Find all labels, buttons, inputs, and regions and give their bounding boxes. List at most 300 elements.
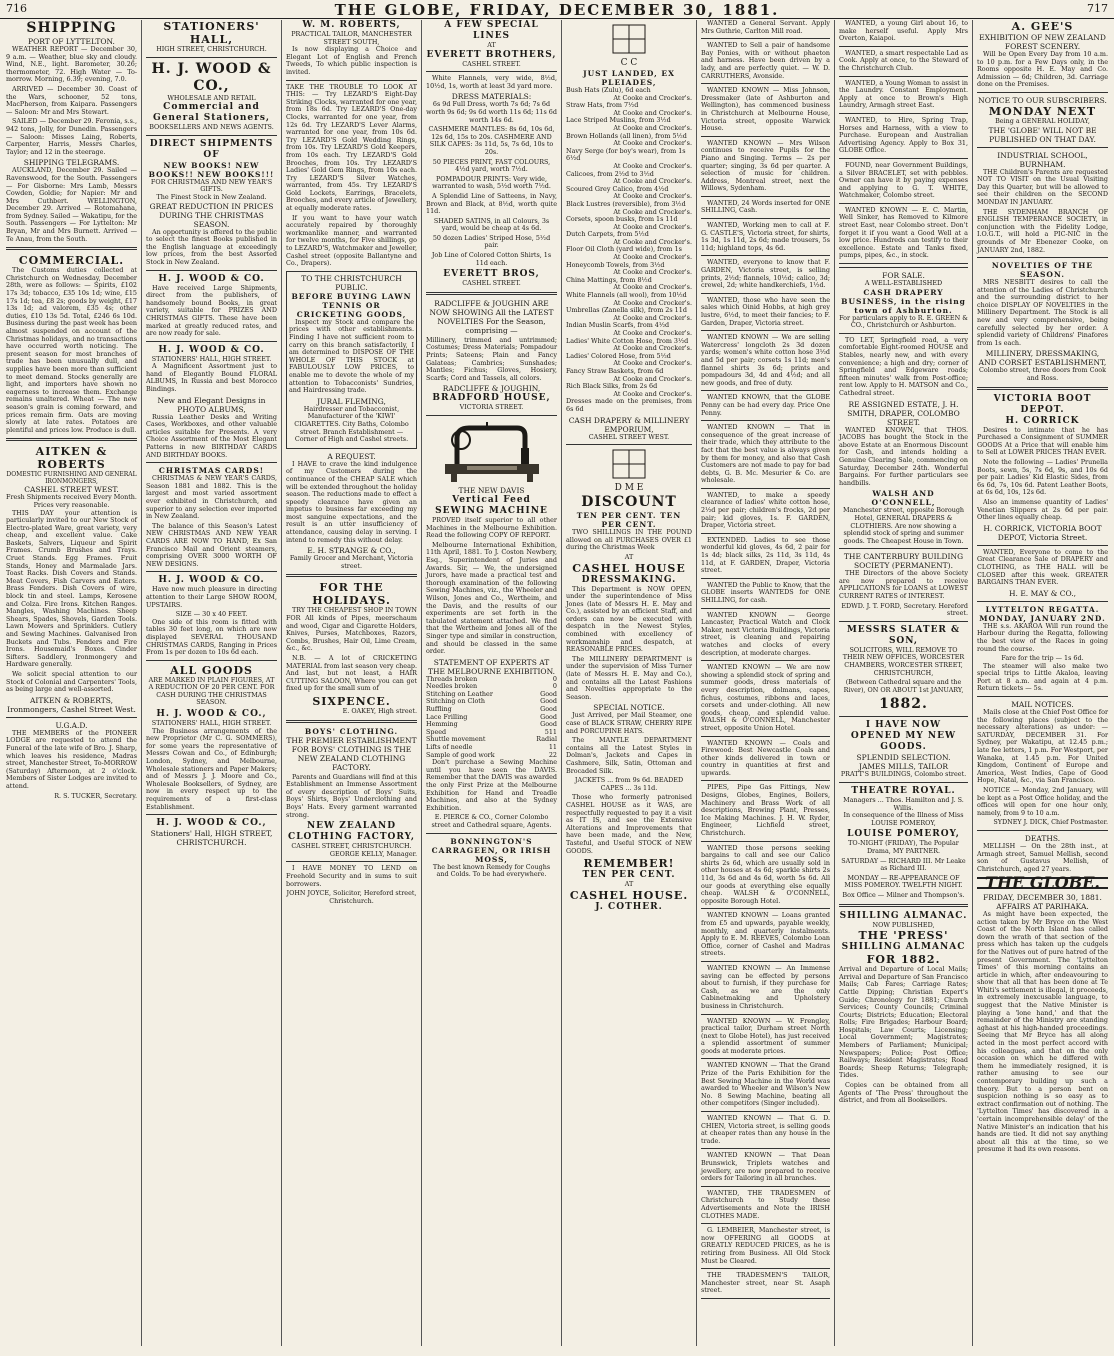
stats-value: 11 bbox=[548, 743, 557, 752]
cc-where: At Cooke and Crocker's. bbox=[613, 177, 692, 186]
stats-key: Needles broken bbox=[426, 682, 478, 691]
walsh-oconnell: WALSH AND O'CONNELL, bbox=[871, 489, 936, 508]
cc-item: Straw Hats, from 7½d bbox=[566, 101, 639, 110]
dress-materials-heading: DRESS MATERIALS: bbox=[451, 92, 532, 102]
cc-where: At Cooke and Crocker's. bbox=[613, 237, 692, 246]
stats-key: Sample of good work bbox=[426, 750, 495, 759]
cc-item: China Mattings, from 8½d bbox=[566, 275, 652, 284]
cc-item: White Flannels (all wool), from 10½d bbox=[566, 291, 687, 300]
jural-fleming: JURAL FLEMING, bbox=[317, 396, 386, 406]
general-holiday: Being a GENERAL HOLIDAY, bbox=[995, 116, 1090, 125]
wanted-ad: PIPES, Pipe Gas Fittings, New Designs, Globes, Engines, Boilers, Machinery and Brass Work of all descriptions, Brewing Plant, Presses, Ice Making Machines. J. H. W. Ryder, Engineer, Lichfield street, Christchurch. bbox=[701, 783, 830, 838]
cc-monogram-logo bbox=[612, 24, 646, 54]
cc-where: At Cooke and Crocker's. bbox=[613, 253, 692, 262]
holidays-body: TRY THE CHEAPEST SHOP IN TOWN FOR All kinds of Pipes, meerschaum and wood, Cigar and Cigarette Holders, Knives, Purses, Matchboxes, Razors, Combs, Brushes, Hair Oil, Lime Cream, &c., &c. bbox=[286, 606, 417, 653]
cc-item: Scoured Grey Calico, from 4½d bbox=[566, 184, 669, 193]
commercial-heading: COMMERCIAL. bbox=[18, 254, 125, 268]
wanted-ad: WANTED KNOWN — That G. D. CHIEN, Victoria street, is selling goods at cheaper rates than any house in the trade. bbox=[701, 1114, 830, 1145]
cc-where: At Cooke and Crocker's. bbox=[613, 161, 692, 170]
for-sale-apply: For particulars apply to R. E. GREEN & CO., Christchurch or Ashburton. bbox=[839, 313, 968, 330]
wanted-ad: WANTED KNOWN — That Dean Brunswick, Triplets watches and jewellery, are now prepared to receive orders for Tailoring in all branches. bbox=[701, 1151, 830, 1183]
column-2 bbox=[142, 20, 282, 1346]
radcliffe-novelties: Millinery, trimmed and untrimmed; Costumes; Dress Materials; Pompadour Prints; Sateens; Plain and Fancy Galateas; Cambrics; Sunshades; Mantles; Fichus; Gloves, Hosiery, Scarfs; Cord and Tassels, all colors. bbox=[426, 335, 557, 382]
cc-item: Brown Hollands (all linen), from 5½d bbox=[566, 131, 687, 140]
remember: REMEMBER! bbox=[583, 857, 675, 871]
stats-value: 0 bbox=[552, 674, 557, 683]
fare: Fare for the trip — 1s 6d. bbox=[1001, 654, 1084, 663]
cc-item: Indian Muslin Scarfs, from 4½d bbox=[566, 321, 670, 330]
aitken-roberts-heading: AITKEN & ROBERTS bbox=[35, 445, 108, 472]
press-title: THE 'PRESS' bbox=[858, 929, 949, 943]
wanted-ad: WANTED, those who have seen the sales which Oinid Hobbs, at high grey lustre, 6½d, to meet their fancies; to F. Garden, Draper, Victoria street. bbox=[701, 295, 830, 327]
louise-pomeroy: LOUISE POMEROY, bbox=[847, 829, 960, 840]
request-heading: A REQUEST. bbox=[327, 451, 376, 461]
columns bbox=[2, 20, 1112, 1350]
rj-address: VICTORIA STREET. bbox=[459, 403, 524, 412]
cc-where: At Cooke and Crocker's. bbox=[613, 268, 692, 277]
stats-key: Hemming bbox=[426, 720, 458, 729]
wanted-ad: WANTED KNOWN — E. C. Martin, Well Sinker, has Removed to Kilmore street East, near Colombo street. Don't forget it if you want a Good Well at a low price. Hundreds can testify to their excellence. Estate and Tanks fixed, pumps, pipes, &c., in stock. bbox=[839, 205, 968, 260]
column-4 bbox=[422, 20, 562, 1346]
ad-divider bbox=[839, 203, 968, 204]
mantle-department: The MANTLE DEPARTMENT contains all the Latest Styles in Dolman's, Jackets and Capes in Cashmere, Silk, Satin, Ottoman and Brocaded Silk. bbox=[566, 736, 692, 775]
photo-albums: New and Elegant Designs in PHOTO ALBUMS, bbox=[157, 395, 266, 414]
everett-address: CASHEL STREET. bbox=[462, 59, 521, 68]
ad-divider bbox=[701, 1014, 830, 1015]
ad-divider bbox=[701, 1058, 830, 1059]
to-let: TO LET, Springfield road, a very comfortable Eight-roomed HOUSE and Stables, nearly new, and with every convenience; a high and dry; corner of Springfield and Edgeware roads; fifteen minutes' walk from Post-office; rent low. Apply to H. MATSON and Co., Cathedral street. bbox=[839, 335, 968, 397]
ad-divider bbox=[839, 263, 968, 264]
ad-divider bbox=[701, 608, 830, 609]
xmas-cards-body: CHRISTMAS & NEW YEAR'S CARDS, Season 1881 and 1882. This is the largest and most varied assortment ever exhibited in Christchurch, and superior to any selection ever imported in New Zealand. bbox=[146, 474, 277, 521]
dresses-made: Dresses made on the premises, from 6s 6d bbox=[566, 397, 692, 413]
ad-divider bbox=[701, 736, 830, 737]
telegrams-body: AUCKLAND, December 29. Sailed — Ravenswood, for the South. Passengers — For Gisborne: Mrs Lamb, Messrs Cowden, Goldie; for Napier: Mr and Mrs Cuthbert. WELLINGTON, December 29. Arrived — Rotomahana, from Sydney. Sailed — Wakatipu, for the South. Passengers — For Lyttelton: Mr Bryan, Mr and Mrs Burnett. Arrived — Te Anau, from the South. bbox=[6, 166, 137, 243]
everett-heading: EVERETT BROTHERS, bbox=[426, 49, 557, 60]
ugd-heading: U.G.A.D. bbox=[55, 720, 88, 730]
tennis-heading: BEFORE BUYING LAWN TENNIS OR CRICKETING GOODS, bbox=[291, 291, 412, 319]
wanted-ad: WANTED the Public to Know, that the GLOBE inserts WANTEDS for ONE SHILLING, for cash. bbox=[701, 580, 830, 604]
dressmaking-address: Colombo street, three doors from Cook and Ross. bbox=[978, 366, 1107, 383]
cashel-house-2: CASHEL HOUSE. bbox=[569, 888, 689, 902]
cc-where: At Cooke and Crocker's. bbox=[613, 108, 692, 117]
for-sale-heading: FOR SALE. bbox=[882, 271, 925, 281]
ad-divider bbox=[701, 578, 830, 579]
james-mills-sub: PRATT'S BUILDINGS, Colombo street. bbox=[840, 770, 967, 779]
tennis-ad-box bbox=[286, 271, 417, 449]
hjwood-2-body: Have received Large Shipments, direct from the publishers, of handsomely bound Books, in great variety, suitable for PRIZES AND CHRISTMAS GIFTS. These have been marked at greatly reduced rates, and are now ready for sale. bbox=[146, 283, 277, 338]
corrick-footer: Also an immense quantity of Ladies' Venetian Slippers at 2s 6d per pair. Other lines equally cheap. bbox=[977, 497, 1108, 522]
patrons: Those who formerly patronised CASHEL HOUSE as it WAS, are respectfully requested to pay it a visit as IT IS, and see the Extensive Alterations and Improvements that have been made, and the New, Tasteful, and Useful STOCK of NEW GOODS. bbox=[566, 793, 692, 855]
new-goods: I HAVE NOW OPENED MY NEW GOODS. bbox=[850, 720, 957, 753]
ad-divider bbox=[701, 780, 830, 781]
jural-sub: Hairdresser and Tobacconist, Manufacturer of the 'KIWI' CIGARETTES. City Baths, Colombo street. Branch Establishment — Corner of High and Cashel streets. bbox=[294, 404, 409, 444]
post-office-notice: NOTICE — Monday, 2nd January, will be kept as a Post Office holiday, and the offices will open for one hour only, namely, from 9 to 10 a.m. bbox=[977, 786, 1108, 817]
parihaka-heading: AFFAIRS AT PARIHAKA. bbox=[996, 901, 1089, 911]
stats-value: 511 bbox=[544, 727, 557, 736]
cc-item: Ladies' White Cotton Hose, from 3½d bbox=[566, 336, 689, 345]
aitken-subheading: DOMESTIC FURNISHING AND GENERAL IRONMONGERS, bbox=[6, 471, 137, 486]
ad-divider bbox=[701, 293, 830, 294]
cc-item: Honeycomb Towels, from 3½d bbox=[566, 260, 665, 269]
cc-where: At Cooke and Crocker's. bbox=[613, 344, 692, 353]
boys-clothing-heading: BOYS' CLOTHING. bbox=[304, 726, 399, 736]
agee-heading: A. GEE'S bbox=[1011, 20, 1074, 33]
deaths-heading: DEATHS. bbox=[1024, 833, 1061, 843]
show-room: Have now much pleasure in directing attention to their Large SHOW ROOM, UPSTAIRS. bbox=[146, 585, 277, 609]
aitken-prices: Prices very reasonable. bbox=[33, 500, 110, 509]
ugd-body: THE MEMBERS of the PIONEER LODGE are requested to attend the Funeral of the late wife of Bro. J. Sharp, which leaves his residence, Madras street, Manchester Street, To-MORROW (Saturday) Afternoon, at 2 o'clock. Members of Sister Lodges are invited to attend. bbox=[6, 728, 137, 790]
ad-divider bbox=[701, 1298, 830, 1299]
wanted-ad: WANTED, everyone to know that F. GARDEN, Victoria street, is selling prints, 2½d; flannels, 10½d; calico, 3d; crewel, 2d; white handkerchiefs, 1½d. bbox=[701, 258, 830, 290]
millinery-body: The MILLINERY DEPARTMENT is under the supervision of Miss Turner (late of Messrs H. E. May and Co.), and contains all the Latest Fashions and Novelties appropriate to the Season. bbox=[566, 654, 692, 701]
cashmere: CASHMERE MANTLES: 8s 6d, 10s 6d, 12s 6d, 15s to 20s. CASHMERE AND SILK CAPES: 3s 11d, 5s, 7s 6d, 10s to 20s. bbox=[428, 125, 555, 156]
hjwood-sub: WHOLESALE AND RETAIL bbox=[167, 93, 256, 102]
wanted-ad: WANTED, a Young Woman to assist in the Laundry. Constant Employment. Apply at once to Brown's High Laundry, Armagh street East. bbox=[839, 78, 968, 110]
cooke-crocker-list bbox=[566, 87, 692, 398]
shilling-almanac-heading: SHILLING ALMANAC. bbox=[839, 910, 968, 921]
stats-key: Shuttle movement bbox=[426, 735, 486, 744]
wanted-ad: WANTED, Working men to call at F. G. CASTLE'S, Victoria street, for shirts, 1s 3d, 1s 11d, 2s 6d; made trousers, 5s 11d; highland tops, 4s 6d. bbox=[701, 221, 830, 252]
shaded-satins: SHADED SATINS, in all Colours, 3s yard, would be cheap at 4s 6d. bbox=[433, 216, 550, 233]
ad-divider bbox=[701, 660, 830, 661]
newspaper-title: THE GLOBE, FRIDAY, DECEMBER 30, 1881. bbox=[334, 1, 780, 19]
finest-stock: The Finest Stock in New Zealand. bbox=[156, 192, 267, 201]
globe-not-published: THE 'GLOBE' WILL NOT BE PUBLISHED ON THAT DAY. bbox=[988, 125, 1097, 144]
may-co: H. E. MAY & CO., bbox=[1009, 588, 1076, 598]
vertical-feed: Vertical Feed SEWING MACHINE bbox=[435, 495, 548, 516]
cc-item: Ladies' Colored Hose, from 5½d bbox=[566, 351, 671, 360]
request-body: I HAVE to crave the kind indulgence of my Customers during the continuance of the CHEAP SALE which will be extended throughout the holiday season. The reductions made to effect a speedy clearance have given an impetus to business far exceeding my most sanguine expectations, and the result is an utter insufficiency of attendance, causing delay in serving. I intend to remedy this without delay. bbox=[286, 459, 417, 544]
wanted-ad: WANTED KNOWN — That in consequence of the great increase of their trade, which they attribute to the fact that the best value is always given by them for money, and also that Cash Customers are not made to pay for bad debts, G. B. Mc. Mesurier & Co. are wholesale. bbox=[701, 423, 830, 485]
new-books: NEW BOOKS! NEW BOOKS!! NEW BOOKS!!! bbox=[148, 160, 275, 179]
ad-divider bbox=[701, 1186, 830, 1187]
ten-per-cent-2: TEN PER CENT. bbox=[582, 870, 676, 881]
lezard-ad: TAKE THE TROUBLE TO LOOK AT THIS: — Try LEZARD'S Eight-Day Striking Clocks, warranted for one year, from 18s 6d. Try LEZARD'S One-day Clocks, warranted for one year, from 12s 6d. Try LEZARD'S Lever Alarms, warranted for one year, from 10s 6d. Try LEZARD'S Gold Wedding Rings, from 10s. Try LEZARD'S Gold Keepers, from 10s each. Try LEZARD'S Gold Brooches, from 10s. Try LEZARD'S Ladies' Gold Gem Rings, from 10s each. Try LEZARD'S Silver Watches, warranted, from 45s. Try LEZARD'S Gold Lockets, Earrings, Bracelets, Brooches, and every article of Jewellery, at equally moderate rates. bbox=[286, 82, 417, 213]
reduction-body: An opportunity is offered to the public to select the finest Books published in the English language at exceedingly low prices, from the best Assorted Stock in New Zealand. bbox=[146, 227, 277, 266]
corrick-signature: H. CORRICK, VICTORIA BOOT DEPOT, Victoria Street. bbox=[983, 523, 1102, 542]
industrial-school: INDUSTRIAL SCHOOL, BURNHAM. bbox=[997, 150, 1088, 169]
ad-divider bbox=[701, 533, 830, 534]
column-8 bbox=[973, 20, 1112, 1346]
ad-divider bbox=[701, 1111, 830, 1112]
cash-address: CASHEL STREET WEST. bbox=[588, 432, 670, 441]
stats-key: Ruffling bbox=[426, 705, 452, 714]
for-sale-sub: A WELL-ESTABLISHED bbox=[864, 279, 943, 288]
cc-where: At Cooke and Crocker's. bbox=[613, 313, 692, 322]
sixpence: SIXPENCE. bbox=[312, 694, 391, 708]
cc-item: Corsets, spoon busks, from 1s 11d bbox=[566, 215, 678, 224]
ad-divider bbox=[701, 196, 830, 197]
direct-shipments: DIRECT SHIPMENTS OF bbox=[149, 138, 274, 160]
reduction: GREAT REDUCTION IN PRICES DURING THE CHRISTMAS SEASON. bbox=[149, 201, 274, 229]
wanted-ad: WANTED KNOWN — Mrs Wilson continues to receive Pupils for the Piano and Singing. Terms — 2s per quarter; singing, 3s 6d per quarter. A selection of music for children. Address, Montreal street, next the Willows, Sydenham. bbox=[701, 138, 830, 193]
wanted-ad: WANTED KNOWN — Coals and Firewood: Best Newcastle Coals and other kinds delivered in town or country in quantities at first and upwards. bbox=[701, 738, 830, 777]
ad-divider bbox=[839, 158, 968, 159]
stats-value: 22 bbox=[548, 750, 557, 759]
everett-2-heading: EVERETT BROS, bbox=[443, 269, 540, 280]
wanted-ad: WANTED a General Servant. Apply Mrs Guthrie, Carlton Mill road. bbox=[701, 20, 830, 35]
aitken-fresh: Fresh Shipments received Every Month. bbox=[6, 493, 137, 502]
aitken-address: CASHEL STREET WEST. bbox=[24, 485, 119, 495]
show-room-tables: One side of this room is fitted with tables 30 feet long, on which are now displayed SEVERAL THOUSAND CHRISTMAS CARDS, Ranging in Prices From 1s per dozen to 10s 6d each. bbox=[146, 617, 277, 657]
ad-divider bbox=[701, 488, 830, 489]
ad-divider bbox=[701, 390, 830, 391]
monday-show: MONDAY — RE-APPEARANCE OF MISS POMEROY. TWELFTH NIGHT. bbox=[844, 873, 963, 890]
stats-key: Threads broken bbox=[426, 674, 478, 683]
nzcf-heading: NEW ZEALAND CLOTHING FACTORY, bbox=[288, 821, 415, 843]
hjwood-agents: BOOKSELLERS AND NEWS AGENTS. bbox=[149, 123, 274, 132]
wanted-ad: THE TRADESMEN'S TAILOR, Manchester street, near St. Asaph street. bbox=[701, 1271, 830, 1295]
ad-divider bbox=[701, 841, 830, 842]
radcliffe-intro: RADCLIFFE & JOUGHIN ARE NOW SHOWING All the LATEST NOVELTIES For the Season, comprising — bbox=[429, 298, 554, 335]
stats-value: Good bbox=[540, 697, 557, 706]
slater-body: (Between Cathedral square and the River), ON OR ABOUT 1st JANUARY, bbox=[843, 678, 964, 694]
wanted-ad: FOUND, near Government Buildings, a Silver BRACELET, set with pebbles. Owner can have it by paying expenses and applying to G. T. WHITE, Watchmaker, Colombo street. bbox=[839, 160, 968, 200]
flannels: White Flannels, very wide, 8½d, 10½d, 1s, worth at least 3d yard more. bbox=[426, 74, 557, 90]
stationers-address: HIGH STREET, CHRISTCHURCH. bbox=[156, 45, 267, 53]
show-room-size: SIZE — 30 x 40 FEET. bbox=[175, 610, 248, 619]
wanted-ad: WANTED KNOWN — Loans granted from £5 and upwards, payable weekly, monthly, and quarterly instalments. Apply to E. M. REEVES, Colombo Loan Office, corner of Cashel and Madras streets. bbox=[701, 911, 830, 958]
wanted-ad: WANTED KNOWN, that the GLOBE Penny can be had every day. Price One Penny. bbox=[701, 393, 830, 417]
premier-establishment: THE PREMIER ESTABLISHMENT FOR BOYS' CLOTHING IS THE NEW ZEALAND CLOTHING FACTORY. bbox=[286, 735, 417, 772]
stats-value: Good bbox=[540, 720, 557, 729]
cother: J. COTHER. bbox=[595, 901, 663, 912]
davis-proven: PROVED itself superior to all other Machines in the Melbourne Exhibition. Read the following COPY OF REPORT. bbox=[426, 516, 557, 540]
temperance: THE SYDENHAM BRANCH OF ENGLISH TEMPERANCE SOCIETY, in conjunction with the Fidelity Lodge, I.O.G.T., will hold a PIC-NIC in the grounds of Mr Ebenezer Cooke, on JANUARY 2nd, 1882. bbox=[977, 207, 1108, 254]
wanted-ad: WANTED those persons seeking bargains to call and see our Calico shirts 2s 6d, which are usually sold in other houses at 4s 6d; sparkle shirts 2s 11d, 3s 6d and 4s 6d, worth 5s 6d. All our goods at everything else equally cheap. WALSH & O'CONNELL, opposite Borough Hotel. bbox=[701, 843, 830, 905]
special-notice-heading: SPECIAL NOTICE. bbox=[593, 703, 665, 713]
money-to-lend: I HAVE MONEY TO LEND on Freehold Security and in sums to suit borrowers. bbox=[286, 864, 417, 888]
ad-divider bbox=[701, 83, 830, 84]
wanted-ad: WANTED KNOWN — George Lancaster, Practical Watch and Clock Maker, next Victoria Buildings, Victoria street, is cleaning and repairing watches and clocks of every description, at moderate charges. bbox=[701, 610, 830, 657]
davis-dont: Don't purchase a Sewing Machine until you have seen the DAVIS. Remember that the DAVIS was awarded the only First Prize at the Melbourne Exhibition for Hand and Treadle Machines, and also at the Sydney Exhibition. bbox=[426, 758, 557, 812]
regatta-heading: LYTTELTON REGATTA. bbox=[985, 604, 1100, 614]
agee-body: Will be Open Every Day from 10 a.m. to 10 p.m. for a Few Days only, in the Rooms opposite H. E. May and Co. Admission — 6d; Children, 3d. Carriage done on the Premises. bbox=[977, 50, 1108, 89]
tcp-heading: TO THE CHRISTCHURCH PUBLIC. bbox=[301, 273, 402, 292]
bradford-house: BRADFORD HOUSE, bbox=[432, 393, 551, 404]
ad-divider bbox=[701, 420, 830, 421]
hjwood-6: H. J. WOOD & CO., bbox=[156, 818, 267, 829]
hjwood-4: H. J. WOOD & CO. bbox=[158, 575, 265, 586]
subscribers-notice: NOTICE TO OUR SUBSCRIBERS. bbox=[978, 95, 1107, 105]
floral-albums: A Magnificent Assortment just to hand of Elegantly Bound FLORAL ALBUMS, In Russia and best Morocco Bindings. bbox=[146, 362, 277, 394]
stats-list bbox=[426, 676, 557, 760]
ad-divider bbox=[701, 908, 830, 909]
cc-where: At Cooke and Crocker's. bbox=[613, 329, 692, 337]
theatre-managers: Managers ... Thos. Hamilton and J. S. Willis. bbox=[843, 796, 964, 812]
commercial-body: The Customs duties collected at Christchurch on Wednesday, December 28th, were as follows: — Spirits, £102 17s 3d; tobacco, £35 10s 1d; wine, £15 17s 1d; tea, £8 2s; goods by weight, £17 13s 1d; ad valorem, £35 4s; other duties, £10 13s 5d. Total, £246 6s 10d. Business during the past week has been almost suspended on account of the Christmas holidays, and no transactions have occurred worth noticing. The present season for most branches of trade has been unusually dull, and supplies have been more than sufficient to meet demand. Stocks generally are light, and importers have shown no eagerness to increase them. Exchange remains unaltered. Wheat — The new season's grain is coming forward, and prices remain firm. Oats are moving slowly at late rates. Potatoes are plentiful and prices low. Produce is dull. bbox=[6, 266, 137, 434]
roberts-sub: PRACTICAL TAILOR, MANCHESTER STREET SOUTH, bbox=[291, 30, 412, 46]
arrived-report: ARRIVED — December 30. Coast of the Wars, schooner, 52 tons, MacPherson, from Kaipara. Passengers — Saloon: Mr and Mrs Stewart. bbox=[6, 84, 137, 116]
now-published: NOW PUBLISHED, bbox=[872, 920, 935, 929]
cc-item: Black Lustres (reversible), from 3½d bbox=[566, 199, 686, 208]
weather-report: WEATHER REPORT — December 30, 9 a.m. — Weather, blue sky and cloudy. Wind, N.E., light. Barometer, 30.26; thermometer, 72. High Water — To-morrow. Morning, 6.39; evening, 7.0. bbox=[6, 45, 137, 84]
victoria-boot-depot: VICTORIA BOOT DEPOT. bbox=[993, 393, 1092, 415]
page-number-right: 717 bbox=[1087, 2, 1108, 15]
mail-notices: MAIL NOTICES. bbox=[1011, 700, 1074, 710]
stats-key: Lace Frilling bbox=[426, 712, 468, 721]
regatta-date: MONDAY, JANUARY 2ND. bbox=[979, 613, 1106, 623]
tonight: TO-NIGHT (FRIDAY), The Popular Drama, MY PARTNER. bbox=[848, 839, 959, 855]
dme-monogram-logo bbox=[612, 449, 646, 479]
hjwood-trade: Commercial and General Stationers, bbox=[152, 102, 271, 124]
theatre-royal: THEATRE ROYAL. bbox=[851, 786, 956, 796]
cc-item: Calicoes, from 2½d to 3½d bbox=[566, 169, 654, 178]
telegrams-heading: SHIPPING TELEGRAMS. bbox=[23, 158, 120, 168]
ad-divider bbox=[701, 330, 830, 331]
cc-item: Fancy Straw Baskets, from 6d bbox=[566, 366, 664, 375]
cc-where: At Cooke and Crocker's. bbox=[613, 222, 692, 231]
hjwood-heading: H. J. WOOD & CO., bbox=[151, 60, 272, 94]
wanted-ad: G. LEMBEIER, Manchester street, is now OFFERING all GOODS at GREATLY REDUCED PRICES, as he is retiring from Business. All Old Stock Must be Cleared. bbox=[701, 1226, 830, 1265]
deaths-body: MELLISH — On the 28th inst., at Armagh street, Samuel Mellish, second son of Gustavus Mellish, of Christchurch, aged 27 years. bbox=[977, 841, 1108, 873]
cc-where: At Cooke and Crocker's. bbox=[613, 192, 692, 201]
wanted-ad: WANTED, to Hire, Spring Trap, Horses and Harness, with a view to Purchase. European and Australian Advertising Agency. Apply to Box 31, GLOBE Office. bbox=[839, 115, 968, 155]
stats-value: Good bbox=[540, 689, 557, 698]
parents-guardians: Parents and Guardians will find at this Establishment an Immense Assortment of every description of Boys' Suits, Boys' Shirts, Boys' Underclothing and Boys' Hats. Every garment warranted strong. bbox=[286, 772, 417, 819]
column-1 bbox=[2, 20, 142, 1346]
ten-per-cent: TEN PER CENT. TEN PER CENT. bbox=[576, 511, 682, 530]
at-2: AT bbox=[624, 880, 634, 889]
hjwood-6-sub: Stationers' Hall, HIGH STREET, CHRISTCHURCH. bbox=[150, 829, 273, 848]
ad-divider bbox=[839, 46, 968, 47]
cc-where: At Cooke and Crocker's. bbox=[613, 298, 692, 307]
russia-desks: Russia Leather Desks and Writing Cases, Workboxes, and other valuable articles suitable for Presents. A very Choice Assortment of the Most Elegant Patterns in new BIRTHDAY CARDS AND BIRTHDAY BOOKS. bbox=[146, 412, 277, 459]
assigned-estate: RE ASSIGNED ESTATE, J. H. SMITH, DRAPER, COLOMBO STREET. bbox=[847, 399, 960, 427]
cc-where: At Cooke and Crocker's. bbox=[613, 389, 692, 398]
slater-sub: SOLICITORS, WILL REMOVE TO THEIR NEW OFFICES, WORCESTER CHAMBERS, WORCESTER STREET, CHRISTCHURCH, bbox=[842, 645, 965, 677]
splendid-selection: SPLENDID SELECTION. bbox=[856, 753, 951, 763]
aitken-body: THIS DAY your attention is particularly invited to our New Stock of Electro-plated Ware, great variety, very cheap, and excellent value. Cake Baskets, Salvers, Liqueur and Spirit Frames. Crumb Brushes and Trays. Cruet Stands. Egg Frames. Fruit Stands, Honey and Marmalade Jars. Toast Racks. Dish Covers and Stands. Meat Covers, Fish Carvers and Eaters. Brass Fenders. Dish Covers of wire, block tin and steel. Lamps, Kerosene and Colza. Fire Irons. Kitchen Ranges. Mangles, Washing Machines. Sheep Shears, Spades, Shovels, Garden Tools. Lawn Mowers and Sprinklers. Cutlery and Sewing Machines. Galvanised Iron Buckets and Tubs. Fenders and Fire Irons. Housemaid's Boxes. Cinder Sifters. Saddlery, Ironmongery and Hardware generally. bbox=[6, 508, 137, 669]
cc-mark: C C bbox=[620, 58, 638, 68]
column-7 bbox=[835, 20, 973, 1346]
steamer-trips: The steamer will also make two special trips to Little Akaloa, leaving Port at 8 a.m. and again at 4 p.m. Return tickets — 5s. bbox=[977, 661, 1108, 693]
cc-where: At Cooke and Crocker's. bbox=[613, 283, 692, 292]
for-sale-body: CASH DRAPERY BUSINESS, in the rising town of Ashburton. bbox=[841, 287, 966, 315]
ford-secretary: EDWD. J. T. FORD, Secretary. Hereford street. bbox=[841, 601, 968, 618]
wanted-ads-2 bbox=[839, 20, 968, 264]
wanted-ad: WANTED KNOWN — W. Frengley, practical tailor, Durham street North (next to Globe Hotel), has just received a splendid assortment of summer goods at moderate prices. bbox=[701, 1016, 830, 1055]
davis-heading: THE NEW DAVIS bbox=[458, 486, 525, 495]
hjwood-3-sub: STATIONERS' HALL, HIGH STREET. bbox=[151, 354, 272, 363]
wanted-ad: WANTED KNOWN — Miss Johnson, Dressmaker (late of Ashburton and Wellington), has commenced business in Christchurch at Melbourne House, Victoria street, opposite Warwick House. bbox=[701, 86, 830, 133]
wanted-ad: WANTED, a smart respectable Lad as Cook. Apply at once, to the Steward of the Christchurch Club. bbox=[839, 48, 968, 72]
column-6 bbox=[697, 20, 835, 1346]
ad-divider bbox=[701, 218, 830, 219]
wanted-everyone: WANTED, Everyone to come to the Great Clearance Sale of DRAPERY and CLOTHING, as THE HALL will be CLOSED after this week. GREATER BARGAINS THAN EVER. bbox=[977, 547, 1108, 587]
wanted-ad: WANTED KNOWN — That the Grand Prize of the Paris Exhibition for the Best Sewing Machine in the World was awarded to Wheeler and Wilson's New No. 8 Sewing Machine, beating all other competitors (Singer included). bbox=[701, 1061, 830, 1108]
davis-agent: E. PIERCE & CO., Corner Colombo street and Cathedral square, Agents. bbox=[431, 813, 552, 829]
jacobs-sale: WANTED KNOWN, that THOS. JACOBS has bought the Stock in the above Estate at an Enormous Discount for Cash, and intends holding a Genuine Clearing Sale, commencing on Saturday, December 24th. Wonderful Bargains. For further particulars see handbills. bbox=[839, 425, 968, 487]
editorial-body: As might have been expected, the action taken by Mr Bryce on the West Coast of the North Island has called down the wrath of that section of the press which has taken up the cudgels for the Natives out of pure hatred of the present Government. The 'Lyttelton Times' of this morning contains an article in which, after endeavouring to show that all that has been done at Te Whiti's settlement is illegal, it proceeds, in extremely inexcusable language, to suggest that the Native Minister is playing a 'lone hand,' and that the remainder of the Ministry are standing aghast at his high-handed proceedings. Seeing that Mr Bryce has all along acted in the most perfect accord with his colleagues, and that on the only occasion on which he differed with them he immediately resigned, it is rather amusing to see our contemporary building up such a theory. But to a person bent on suspicion nothing is so easy as to extract confirmation out of nothing. The 'Lyttelton Times' has discovered in a 'certain incomprehensible delay' of the Native Minister's an indication that his hands are tied. It did not say anything about all this at the time, so we presume it had its own reasons. bbox=[977, 909, 1108, 1154]
cc-where: At Cooke and Crocker's. bbox=[613, 359, 692, 368]
prints: 50 PIECES PRINT, FAST COLOURS, 4½d yard, worth 7½d. bbox=[432, 157, 551, 174]
oakey: E. OAKEY, High street. bbox=[342, 706, 417, 715]
almanac-contents: Arrival and Departure of Local Mails; Arrival and Departure of San Francisco Mails; Cab Fares; Carriage Rates; Cattle Dipping; Christian Expert's Guide; Chronology for 1881; Church Services; County Councils; Criminal Courts; Districts; Education; Electoral Rolls; Fire Brigades; Harbour Board; Hospitals; Law Courts; Licensing; Local Government; Magistrates; Members of Parliament; Municipal; Newspapers; Police; Post Office; Railways; Resident Magistrates; Road Boards; Sheep Returns; Telegraph; Tides. bbox=[839, 965, 968, 1080]
ad-divider bbox=[701, 961, 830, 962]
ad-divider bbox=[701, 1223, 830, 1224]
cc-item: Rich Black Silks, from 2s 6d bbox=[566, 382, 658, 391]
column-5 bbox=[562, 20, 697, 1346]
joyce: JOHN JOYCE, Solicitor, Hereford street, Christchurch. bbox=[286, 889, 417, 905]
cc-where: At Cooke and Crocker's. bbox=[613, 139, 692, 148]
column-3 bbox=[282, 20, 422, 1346]
corrick: H. CORRICK bbox=[1005, 415, 1080, 426]
ad-divider bbox=[839, 113, 968, 114]
stats-value: Radial bbox=[536, 735, 557, 744]
ad-divider bbox=[701, 1148, 830, 1149]
press-year: FOR 1882. bbox=[866, 953, 941, 967]
dress-materials: 6s 9d Full Dress, worth 7s 6d; 7s 6d worth 9s 6d; 9s 6d worth 11s 6d; 11s 6d worth 14s 6d. bbox=[426, 100, 557, 124]
kelly: GEORGE KELLY, Manager. bbox=[329, 849, 417, 858]
dick-postmaster: SYDNEY J. DICK, Chief Postmaster. bbox=[993, 818, 1108, 827]
holidays-heading: FOR THE HOLIDAYS. bbox=[312, 581, 391, 608]
novelties-heading: NOVELTIES OF THE SEASON. bbox=[991, 261, 1094, 280]
cc-item: Floor Oil Cloth (yard wide), from 1s bbox=[566, 245, 682, 254]
balance-of-season: The balance of this Season's Latest NEW CHRISTMAS AND NEW YEAR CARDS ARE NOW TO HAND, Ex San Francisco Mail and Orient steamers, comprising OVER 3000 WORTH OF NEW DESIGNS. bbox=[146, 521, 277, 568]
nzcf-sub: CASHEL STREET, CHRISTCHURCH. bbox=[291, 842, 412, 851]
corrick-note: Note the following — Ladies' Prunella Boots, sewn, 5s, 7s 6d, 9s, and 10s 6d per pair. Ladies' Kid Elastic Sides, from 6s 6d, 7s, 10s 6d. Patent Leather Boots, at 6s 6d, 10s, 12s 6d. bbox=[977, 458, 1108, 497]
stats-key: Stitching on Leather bbox=[426, 689, 493, 698]
box-office: Box Office — Milner and Thompson's. bbox=[842, 890, 965, 899]
wanted-ad: WANTED, a young Girl about 16, to make herself useful. Apply Mrs Overton, Kaiapoi. bbox=[839, 20, 968, 43]
page-number-left: 716 bbox=[6, 2, 27, 15]
jackets-capes: JACKETS ... from 9s 6d. BEADED CAPES ... 3s 11d. bbox=[574, 776, 684, 792]
xmas-cards-heading: CHRISTMAS CARDS! bbox=[158, 466, 265, 476]
all-goods: ALL GOODS bbox=[170, 663, 253, 677]
stats-key: Lifts of needle bbox=[426, 743, 473, 752]
lezard-footer: If you want to have your watch accurately repaired by thoroughly workmanlike manner, and warranted for twelve months, for Five shillings, go to LEZARD'S, Watchmaker and Jeweller, Cashel street (opposite Ballantyne and Co., Drapers). bbox=[286, 213, 417, 268]
strange-sub: Family Grocer and Merchant, Victoria street. bbox=[289, 554, 414, 570]
wanted-ad: WANTED to Sell a pair of handsome Bay Ponies, with or without phaeton and harness. Have been driven by a lady, and are perfectly quiet. — W. D. CARRUTHERS, Avonside. bbox=[701, 41, 830, 80]
ad-divider bbox=[701, 255, 830, 256]
globe-editorial-title: THE GLOBE. bbox=[977, 877, 1108, 889]
strange-heading: E. H. STRANGE & CO., bbox=[307, 546, 396, 556]
stats-key: Stitching on Cloth bbox=[426, 697, 485, 706]
cc-item: Lace Striped Muslins, from 3½d bbox=[566, 116, 671, 125]
corrick-body: Desires to intimate that he has Purchased a Consignment of SUMMER GOODS At a Price that will enable him to Sell at LOWER PRICES THAN EVER. bbox=[977, 425, 1108, 457]
mail-body: Mails close at the Chief Post Office for the following places (subject to the necessary alterations) as under: — SATURDAY, DECEMBER 31. For Sydney, per Wakatipu, at 12.45 p.m.; late fee letters, 1 p.m. For Westport, per Wanaka, at 1.45 p.m. For United Kingdom, Continent of Europe and America, West Indies, Cape of Good Hope, Natal, &c., via San Francisco. bbox=[977, 708, 1108, 785]
novelties-body: MRS NESBITT desires to call the attention of the Ladies of Christchurch and the surrounding district to her choice DISPLAY OF NOVELTIES in the Millinery Department. The Stock is all new and very comprehensive, being carefully selected by her order. A splendid variety of Childrens' Pinafores from 1s each. bbox=[977, 278, 1108, 347]
dressmaking-heading: DRESSMAKING. bbox=[581, 574, 677, 585]
special-at: AT bbox=[487, 41, 496, 49]
two-shillings: TWO SHILLINGS IN THE POUND allowed on all PURCHASES OVER £1 during the Christmas Week bbox=[566, 528, 692, 552]
cc-item: Umbrellas (Zanella silk), from 2s 11d bbox=[566, 306, 687, 315]
cc-where: At Cooke and Crocker's. bbox=[613, 374, 692, 383]
stats-key: Speed bbox=[426, 727, 447, 736]
dressmaking-body: This Department is NOW OPEN, under the superintendence of Miss Jones (late of Messrs H. E. May and Co.), assisted by an efficient Staff, and orders can now be executed with despatch in the Newest Styles, combined with excellency of workmanship and despatch, at REASONABLE PRICES. bbox=[566, 584, 692, 654]
slater-son: MESSRS SLATER & SON, bbox=[846, 624, 961, 646]
akaroa: THE s.s. AKAROA Will run round the Harbour during the Regatta, following the best view of the Races in going round the course. bbox=[977, 621, 1108, 653]
industrial-body: THE Children's Parents are requested NOT TO VISIT on the Usual Visiting Day this Quarter, but will be allowed to see their children on the SECOND MONDAY IN JANUARY. bbox=[977, 167, 1108, 206]
press-sub: SHILLING ALMANAC bbox=[841, 942, 966, 953]
just-landed: JUST LANDED, EX PLEIADES, bbox=[583, 69, 675, 87]
saturday-show: SATURDAY — RICHARD III. Mr Leake as Richard III. bbox=[841, 856, 966, 873]
cashel-at: AT bbox=[624, 552, 634, 561]
roberts-heading: W. M. ROBERTS, bbox=[302, 20, 401, 30]
port-heading: PORT OF LYTTELTON. bbox=[28, 37, 115, 46]
cc-item: Dutch Carpets, from 5½d bbox=[566, 230, 649, 239]
bonnington-heading: BONNINGTON'S CARRAGEEN, OR IRISH MOSS, bbox=[431, 836, 552, 864]
ad-divider bbox=[701, 136, 830, 137]
year-1882: 1882. bbox=[879, 696, 928, 713]
wanted-ad: WANTED KNOWN — An Immense saving can be effected by persons about to furnish, if they purchase for Cash, as we are the only Cabinetmaking and Upholstery business in Christchurch. bbox=[701, 963, 830, 1010]
pomeroy-intro: In consequence of the Illness of Miss LOUISE POMEROY, bbox=[843, 811, 964, 827]
james-mills: JAMES MILLS, TAILOR bbox=[858, 762, 949, 772]
aitken-signature: AITKEN & ROBERTS, Ironmongers, Cashel Street West. bbox=[7, 695, 136, 714]
stats-value: 0 bbox=[552, 682, 557, 691]
